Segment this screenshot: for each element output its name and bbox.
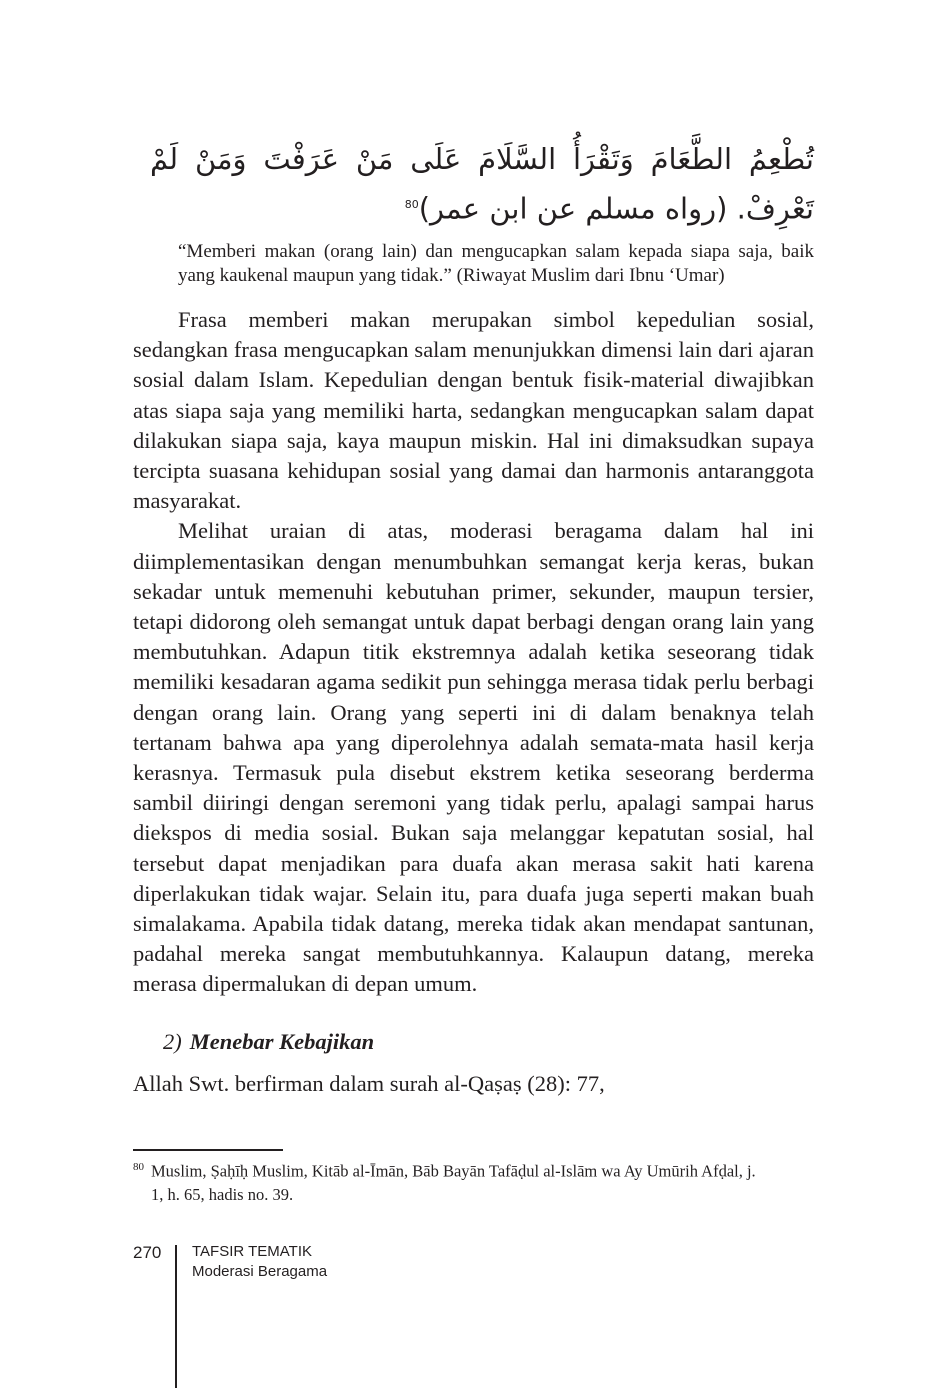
running-title: TAFSIR TEMATIK: [192, 1243, 313, 1260]
footnote-number: 80: [133, 1161, 144, 1173]
section-heading: [163, 1027, 374, 1057]
footnote: [133, 1156, 814, 1206]
footer-divider: [175, 1245, 177, 1388]
body-text: [133, 305, 814, 1000]
footnote-ref-marker[interactable]: 80: [404, 198, 419, 211]
hadith-arabic-text: تُطْعِمُ الطَّعَامَ وَتَقْرَأُ السَّلَامَ عَلَى مَنْ عَرَفْتَ وَمَنْ لَمْ تَعْرِفْ. (رواه مسلم عن ابن عمر): [150, 142, 814, 226]
paragraph: Melihat uraian di atas, moderasi beragama dalam hal ini diimplementasikan dengan menumbuhkan semangat kerja keras, bukan sekadar untuk memenuhi kebutuhan primer, sekunder, maupun tersier, tetapi didorong oleh semangat untuk dapat berbagi dengan orang lain yang membutuhkan. Adapun titik ekstremnya adalah ketika seseorang tidak memiliki kesadaran agama sedikit pun sehingga merasa tidak perlu berbagi dengan orang lain. Orang yang seperti ini di dalam benaknya telah tertanam bahwa apa yang diperolehnya adalah semata-mata hasil kerja kerasnya. Termasuk pula disebut ekstrem ketika seseorang berderma sambil diiringi dengan seremoni yang tidak perlu, apalagi sampai harus diekspos di media sosial. Bukan saja melanggar kepatutan sosial, hal tersebut dapat menjadikan para duafa akan merasa sakit hati karena diperlakukan tidak wajar. Selain itu, para duafa juga seperti makan buah simalakama. Apabila tidak datang, mereka tidak akan mendapat santunan, padahal mereka sangat membutuhkannya. Kalaupun datang, mereka merasa dipermalukan di depan umum.: [133, 518, 814, 997]
footnote-line: [133, 1156, 814, 1183]
hadith-translation: “Memberi makan (orang lain) dan mengucapkan salam kepada siapa saja, baik yang kaukenal maupun yang tidak.” (Riwayat Muslim dari Ibnu ‘Umar): [178, 241, 814, 286]
section-title: Menebar Kebajikan: [189, 1029, 375, 1054]
section-number: 2): [163, 1029, 182, 1054]
running-head: [192, 1242, 327, 1282]
footnote-citation: Muslim, Ṣaḥīḥ Muslim, Kitāb al-Īmān, Bāb Bayān Tafāḍul al-Islām wa Ay Umūrih Afḍal, j.: [151, 1161, 756, 1181]
running-subtitle: Moderasi Beragama: [192, 1263, 328, 1280]
paragraph: Frasa memberi makan merupakan simbol kepedulian sosial, sedangkan frasa mengucapkan salam menunjukkan dimensi lain dari ajaran sosial dalam Islam. Kepedulian dengan bentuk fisik-material diwajibkan atas siapa saja yang memiliki harta, sedangkan mengucapkan salam dapat dilakukan siapa saja, kaya maupun miskin. Hal ini dimaksudkan supaya tercipta suasana kehidupan sosial yang damai dan harmonis antaranggota masyarakat.: [133, 307, 814, 514]
page-number: 270: [133, 1243, 162, 1262]
footnote-citation-cont: 1, h. 65, hadis no. 39.: [151, 1184, 294, 1204]
verse-intro: Allah Swt. berfirman dalam surah al-Qaṣaṣ (28): 77,: [133, 1071, 605, 1096]
hadith-arabic: [150, 136, 814, 232]
footnote-divider: [133, 1149, 283, 1151]
